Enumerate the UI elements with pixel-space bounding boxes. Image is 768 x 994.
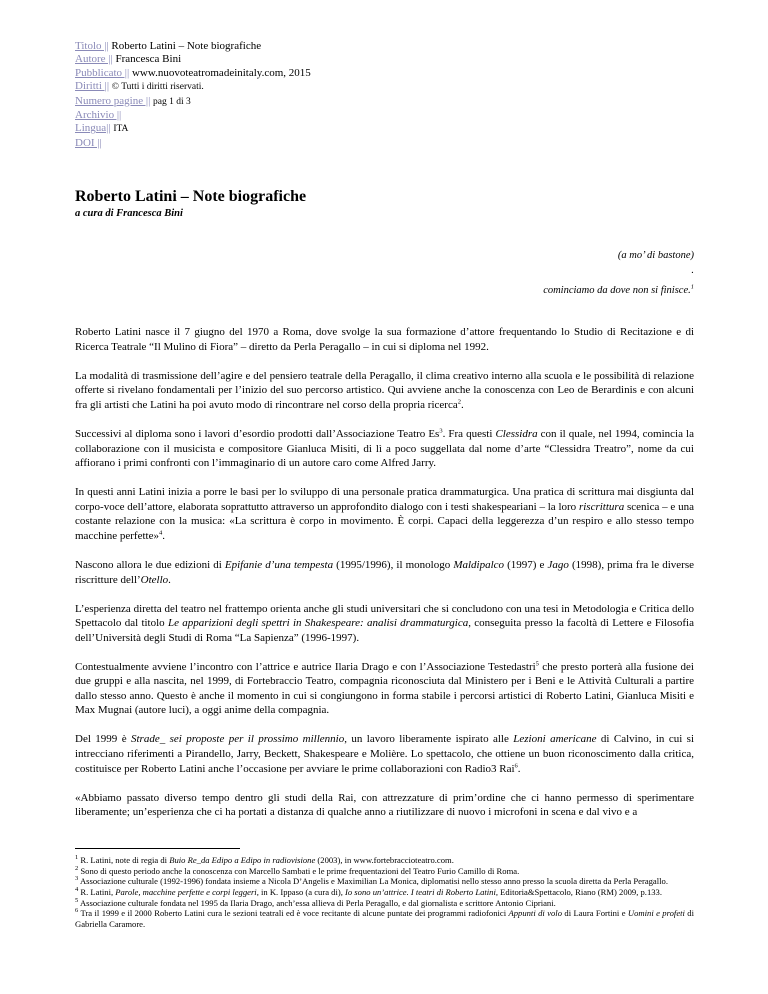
footnote-ref-1[interactable]: 1 bbox=[690, 283, 694, 291]
footnote-ref-2[interactable]: 2 bbox=[457, 398, 461, 406]
thesis-title: Le apparizioni degli spettri in Shakespeare: analisi drammaturgica bbox=[167, 617, 469, 630]
meta-key-pages[interactable]: Numero pagine || bbox=[75, 94, 151, 107]
footnote-1-text-a: R. Latini, note di regia di bbox=[80, 854, 170, 865]
footnote-4 bbox=[75, 887, 694, 898]
paragraph-1-text: Roberto Latini nasce il 7 giugno del 1970 a Roma, dove svolge la sua formazione d’attore frequentando lo Studio di Recitazione e di Ricerca Teatrale “Il Mulino di Fiora” – diretto da Perla Peragallo – in cui si diploma nel 1992. bbox=[75, 326, 694, 353]
footnote-6-text-b: di Laura Fortini e bbox=[562, 908, 628, 919]
paragraph-8-text-b: , un lavoro liberamente ispirato alle bbox=[344, 733, 514, 746]
meta-key-language[interactable]: Lingua|| bbox=[75, 122, 111, 135]
footnote-2-text: Sono di questo periodo anche la conoscenza con Marcello Sambati e le prime frequentazioni del Teatro Furio Camillo di Roma. bbox=[80, 865, 520, 876]
paragraph-4-text-a: In questi anni Latini inizia a porre le basi per lo sviluppo di una personale pratica drammaturgica. Una pratica di scrittura mai disgiunta dal corpo-voce dell’attore, elaborata soprattutto attraverso un approfondito dialogo con i testi shakespeariani – la loro bbox=[75, 486, 694, 513]
document-page bbox=[75, 40, 694, 930]
meta-key-author[interactable]: Autore || bbox=[75, 53, 113, 66]
footnote-6-number: 6 bbox=[75, 907, 79, 915]
paragraph-3-text-a: Successivi al diploma sono i lavori d’esordio prodotti dall’Associazione Teatro Es bbox=[75, 428, 440, 440]
paragraph-9 bbox=[75, 791, 694, 820]
paragraph-4 bbox=[75, 485, 694, 543]
paragraph-8 bbox=[75, 732, 694, 776]
footnote-ref-5[interactable]: 5 bbox=[535, 660, 539, 668]
epigraph-dot: . bbox=[691, 265, 694, 277]
paragraph-7-text-a: Contestualmente avviene l’incontro con l’attrice e autrice Ilaria Drago e con l’Associazione Testedastri bbox=[75, 660, 536, 673]
footnote-1 bbox=[75, 855, 694, 866]
footnote-1-number: 1 bbox=[75, 853, 79, 861]
footnote-4-text-a: R. Latini, bbox=[80, 886, 116, 897]
footnote-2 bbox=[75, 866, 694, 877]
meta-value-pages: pag 1 di 3 bbox=[153, 96, 191, 107]
footnote-5-text: Associazione culturale fondata nel 1995 da Ilaria Drago, anch’essa allieva di Perla Peragallo, e dal giornalista e scrittore Antonio Cipriani. bbox=[79, 897, 556, 908]
epigraph-line-1: (a mo’ di bastone) bbox=[617, 250, 694, 262]
meta-value-rights: © Tutti i diritti riservati. bbox=[111, 82, 204, 93]
paragraph-5-text-d: (1998), prima fra le diverse riscritture dell’ bbox=[75, 558, 694, 586]
meta-key-published[interactable]: Pubblicato || bbox=[75, 66, 130, 79]
work-title-clessidra: Clessidra bbox=[495, 428, 538, 440]
footnote-4-text-c: , Editoria&Spettacolo, Riano (RM) 2009, p.133. bbox=[495, 886, 662, 897]
paragraph-5-text-e: . bbox=[168, 573, 171, 586]
paragraph-5 bbox=[75, 558, 694, 587]
meta-key-doi[interactable]: DOI || bbox=[75, 136, 102, 149]
metadata-block bbox=[75, 40, 694, 150]
paragraph-6-text-a: L’esperienza diretta del teatro nel frattempo orienta anche gli studi universitari che si concludono con una tesi in Metodologia e Critica dello Spettacolo dal titolo bbox=[75, 602, 694, 630]
book-title-lezioni: Lezioni americane bbox=[513, 733, 597, 746]
document-title: Roberto Latini – Note biografiche bbox=[75, 188, 307, 206]
meta-row-language bbox=[75, 122, 694, 136]
paragraph-3-text-b: . Fra questi bbox=[442, 428, 496, 440]
work-title-jago: Jago bbox=[547, 558, 569, 571]
footnote-separator bbox=[75, 848, 240, 849]
meta-row-archive bbox=[75, 109, 694, 122]
meta-row-published bbox=[75, 67, 694, 80]
paragraph-2-end: . bbox=[460, 399, 464, 412]
meta-row-title bbox=[75, 40, 694, 53]
paragraph-3-text-c: con il quale, nel 1994, comincia la collaborazione con il musicista e compositore Gianluca Misiti, di lì a poco suggellata dal nome d’arte “Clessidra Treatro”, nome da cui affiorano i primi confronti con l’immaginario di un autore caro come Alfred Jarry. bbox=[75, 428, 694, 470]
epigraph-line-2 bbox=[75, 285, 694, 296]
footnote-3 bbox=[75, 876, 694, 887]
footnote-1-title: Buio Re_da Edipo a Edipo in radiovisione bbox=[169, 854, 316, 865]
meta-row-rights bbox=[75, 80, 694, 94]
paragraph-8-text-a: Del 1999 è bbox=[75, 733, 131, 746]
footnote-ref-6[interactable]: 6 bbox=[514, 761, 518, 769]
paragraph-5-text-c: (1997) e bbox=[504, 558, 548, 571]
footnote-3-number: 3 bbox=[75, 875, 79, 883]
footnote-6-text-a: Tra il 1999 e il 2000 Roberto Latini cura le sezioni teatrali ed è voce recitante di alcune puntate dei programmi radiofonici bbox=[80, 908, 509, 919]
paragraph-1 bbox=[75, 325, 694, 354]
paragraph-5-text-b: (1995/1996), il monologo bbox=[333, 558, 454, 571]
meta-row-doi bbox=[75, 137, 694, 150]
meta-value-title: Roberto Latini – Note biografiche bbox=[111, 40, 262, 52]
paragraph-7 bbox=[75, 660, 694, 718]
epigraph-text: cominciamo da dove non si finisce. bbox=[543, 285, 691, 297]
paragraph-5-text-a: Nascono allora le due edizioni di bbox=[75, 558, 225, 571]
paragraph-8-end: . bbox=[517, 762, 521, 775]
footnotes bbox=[75, 855, 694, 930]
document-subtitle: a cura di Francesca Bini bbox=[75, 208, 183, 220]
footnote-5-number: 5 bbox=[75, 896, 79, 904]
paragraph-4-end: . bbox=[162, 529, 165, 542]
footnote-4-book: Io sono un’attrice. I teatri di Roberto Latini bbox=[345, 886, 496, 897]
meta-row-pages bbox=[75, 95, 694, 109]
paragraph-8-text-c: di Calvino, in cui si intrecciano riferimenti a Pirandello, Jarry, Beckett, Shakespeare e Molière. Lo spettacolo, che ottiene un buon riconoscimento dalla critica, costituisce per Roberto Latini anche l’occasione per avviare le prime collaborazioni con Radio3 Rai bbox=[75, 733, 695, 775]
footnote-6 bbox=[75, 908, 694, 929]
footnote-5 bbox=[75, 898, 694, 909]
footnote-ref-4[interactable]: 4 bbox=[158, 529, 163, 537]
paragraph-6-text-b: , conseguita presso la facoltà di Lettere e Filosofia dell’Università degli Studi di Roma “La Sapienza” (1996-1997). bbox=[75, 617, 694, 644]
footnote-6-program-1: Appunti di volo bbox=[508, 908, 562, 919]
footnote-ref-3[interactable]: 3 bbox=[439, 427, 443, 435]
meta-value-language: ITA bbox=[113, 124, 129, 135]
paragraph-4-text-b: scenica – e una costante relazione con la musica: «La scrittura è corpo in movimento. È corpi. Capaci della leggerezza d’un respiro e allo stesso tempo macchine perfette» bbox=[75, 500, 694, 542]
work-title-epifanie: Epifanie d’una tempesta bbox=[224, 558, 334, 571]
footnote-1-text-b: (2003), in www.fortebraccioteatro.com. bbox=[315, 854, 454, 865]
meta-value-author: Francesca Bini bbox=[115, 53, 182, 66]
footnote-3-text: Associazione culturale (1992-1996) fondata insieme a Nicola D’Angelis e Maximilian La Monica, diplomatisi nello stesso anno presso la scuola diretta da Perla Peragallo. bbox=[79, 876, 668, 887]
meta-row-author bbox=[75, 53, 694, 66]
meta-key-archive[interactable]: Archivio || bbox=[75, 109, 122, 122]
meta-key-rights[interactable]: Diritti || bbox=[75, 80, 110, 93]
work-title-strade: Strade_ sei proposte per il prossimo millennio bbox=[130, 733, 345, 746]
paragraph-6 bbox=[75, 602, 694, 646]
work-title-otello: Otello bbox=[140, 573, 169, 586]
term-riscrittura: riscrittura bbox=[578, 500, 625, 513]
footnote-6-text-c: di Gabriella Caramore. bbox=[75, 908, 694, 930]
paragraph-7-text-b: che presto porterà alla fusione dei due gruppi e alla nascita, nel 1999, di Fortebraccio Teatro, compagnia riconosciuta dal Ministero per i Beni e le Attività Culturali a partire dallo stesso anno. Questo è anche il momento in cui si congiungono in forma stabile i percorsi artistici di Roberto Latini, Gianluca Misiti e Max Mugnai (autore luci), a oggi anime della compagnia. bbox=[75, 660, 694, 717]
footnote-6-program-2: Uomini e profeti bbox=[627, 908, 685, 919]
paragraph-9-text: «Abbiamo passato diverso tempo dentro gli studi della Rai, con attrezzature di prim’ordine che ci hanno permesso di sperimentare liberamente; un’esperienza che ci ha portati a distanza di qualche anno a riutilizzare di nuovo i microfoni in scena e dal vivo e a bbox=[75, 791, 694, 819]
footnote-4-number: 4 bbox=[75, 886, 79, 894]
work-title-maldipalco: Maldipalco bbox=[453, 558, 505, 571]
footnote-4-title: Parole, macchine perfette e corpi leggeri bbox=[115, 886, 257, 897]
paragraph-2 bbox=[75, 369, 694, 413]
meta-value-published: www.nuovoteatromadeinitaly.com, 2015 bbox=[131, 66, 311, 79]
paragraph-2-text: La modalità di trasmissione dell’agire e del pensiero teatrale della Peragallo, il clima creativo interno alla scuola e le possibilità di relazione offerte si rivelano fondamentali per l’inizio del suo percorso artistico. Qui avviene anche la conoscenza con Leo de Berardinis e con alcuni fra gli artisti che Latini ha poi avuto modo di rincontrare nel corso della propria ricerca bbox=[75, 369, 694, 412]
body-text bbox=[75, 325, 694, 820]
footnote-2-number: 2 bbox=[75, 864, 79, 872]
footnote-4-text-b: , in K. Ippaso (a cura di), bbox=[256, 886, 345, 897]
meta-key-title[interactable]: Titolo || bbox=[75, 40, 109, 52]
paragraph-3 bbox=[75, 427, 694, 471]
